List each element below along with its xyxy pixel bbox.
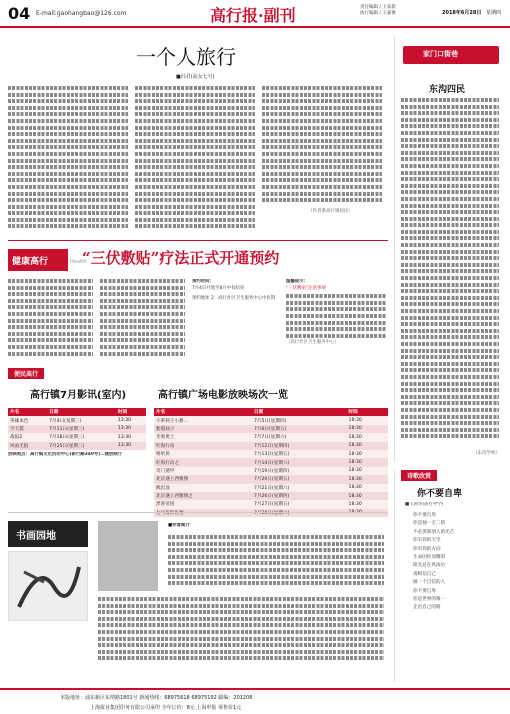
poem-section — [394, 470, 504, 682]
right-column-banner — [403, 46, 499, 64]
poem-line: 你是世界的唯一 — [413, 597, 446, 603]
poem-line: 走出自己的路 — [413, 605, 441, 611]
poem-line: 你是独一无二的 — [413, 521, 446, 527]
footer-line-1: 本版地址：浦东新区东靖路1801号 新闻热线：68975618 68975192 邮编：201208 — [60, 695, 253, 701]
poem-author: ■王国华(高行中学) — [405, 502, 444, 507]
table-row: 北京遇上西雅图之 7月26日(星期四) 18:30 — [154, 492, 388, 500]
health-col-1 — [8, 279, 93, 358]
editor-line-2: 执行编辑 / 王嘉俊 — [360, 11, 396, 16]
poem-line: 你不要自卑 — [413, 513, 436, 518]
right-column-end: （东沟学校） — [473, 451, 500, 456]
article-ending: （作者系高行镇居民） — [308, 209, 353, 214]
calligraphy-text-1 — [168, 535, 384, 588]
health-headline: “三伏敷贴”疗法正式开通预约 — [82, 249, 280, 267]
right-column-banner-text: 家门口街巷 — [423, 50, 458, 58]
editor-info — [360, 5, 396, 17]
poem-line: 做一个自信的人 — [413, 580, 446, 586]
health-col-4 — [286, 279, 386, 347]
issue-weekday: 星期四 — [486, 10, 502, 16]
table-row: 红海行动之 7月14日(星期六) 18:30 — [154, 458, 388, 466]
poem-banner: 诗歌欣赏 — [401, 470, 437, 481]
article-col-1 — [8, 86, 128, 231]
header-rule — [0, 26, 510, 28]
poem-line: 你有你的天空 — [413, 538, 441, 544]
health-tips-title: 温馨提示： — [286, 279, 308, 284]
calligraphy-banner — [8, 521, 88, 547]
table-row: 熊出没 7月21日(星期六) 18:30 — [154, 484, 388, 492]
table-row: 风雨无阻 7月25日(星期三) 13:30 — [8, 442, 146, 450]
table-row: 北京遇上西雅图 7月20日(星期五) 18:30 — [154, 475, 388, 483]
calligraphy-brush-icon — [9, 552, 87, 620]
indoor-col-date: 日期 — [47, 408, 116, 416]
poem-line: 生命因你而精彩 — [413, 555, 446, 561]
outdoor-col-time: 时间 — [347, 408, 388, 416]
poem-line: 阳光总在风雨后 — [413, 563, 446, 569]
movies-indoor-title: 高行镇7月影讯(室内) — [30, 390, 127, 401]
poem-line: 你有你的方向 — [413, 546, 441, 552]
health-col-2 — [100, 279, 185, 358]
table-row: 紫霞仙子 7月6日(星期五) 18:30 — [154, 425, 388, 433]
health-time-label: 预约时间： — [192, 279, 214, 284]
health-sign: （高行社区卫生服务中心） — [286, 340, 339, 346]
health-logo-en: Health — [70, 259, 87, 265]
health-col-3 — [192, 279, 280, 303]
page-header — [0, 0, 510, 30]
movies-banner: 便民高行 — [8, 368, 44, 379]
health-logo — [8, 249, 68, 271]
editor-line-1: 责任编辑 / 王家新 — [360, 5, 396, 10]
footer-line-2: 上海报业集团印务有限公司承印 全年订价：8元 上海申报 零售价1元 — [90, 705, 242, 711]
right-column — [394, 36, 504, 462]
outdoor-col-date: 日期 — [252, 408, 347, 416]
article-title: 一个人旅行 — [136, 45, 236, 69]
table-row: 小萝莉王小甜… 7月5日(星期四) 18:30 — [154, 416, 388, 424]
movies-outdoor-title: 高行镇广场电影放映场次一览 — [158, 390, 288, 401]
calligraphy-banner-text: 书画园地 — [16, 531, 56, 542]
poem-title: 你不要自卑 — [417, 489, 463, 499]
table-row: 奇门遁甲 7月19日(星期四) 18:30 — [154, 467, 388, 475]
health-logo-cn: 健康高行 — [12, 257, 49, 267]
table-row: 嘻哈侠 7月13日(星期五) 18:30 — [154, 450, 388, 458]
health-time: 7月4日开始至8月中旬结束 — [192, 285, 245, 291]
table-row: 黑客帝国 7月27日(星期五) 18:30 — [154, 500, 388, 508]
poem-lines — [413, 512, 503, 613]
health-tips-section: “三伏敷贴”注意事项 — [286, 285, 326, 291]
masthead: 高行报·副刊 — [210, 6, 296, 25]
table-row: 战狼2 7月18日(星期三) 13:30 — [8, 433, 146, 441]
indoor-col-time: 时间 — [116, 408, 146, 416]
indoor-note: 放映地点：高行镇文化活动中心(新行路340号)二楼放映厅 — [8, 451, 123, 457]
calligraphy-text-2 — [98, 597, 384, 663]
artist-photo — [98, 521, 158, 591]
poem-line: 你不要自卑 — [413, 588, 436, 594]
table-row: 七号房的礼物 7月28日(星期六) 18:30 — [154, 509, 388, 517]
health-section — [8, 240, 388, 360]
movies-section — [8, 368, 388, 516]
artist-label: ■作者简介 — [168, 523, 190, 528]
issue-date: 2018年6月28日 — [442, 10, 482, 16]
health-tips-text — [286, 294, 386, 338]
page-number: 04 — [8, 4, 31, 23]
outdoor-col-title: 片名 — [154, 408, 252, 416]
table-row: 空天猎 7月11日(星期三) 13:30 — [8, 425, 146, 433]
table-row: 冬奥勇士 7月7日(星期六) 18:30 — [154, 433, 388, 441]
table-row: 英雄本色 7月4日(星期三) 13:30 — [8, 416, 146, 424]
article-col-2 — [135, 86, 255, 231]
right-column-text — [401, 98, 499, 441]
movies-outdoor-table — [154, 408, 388, 517]
health-address: 预约地址 2：高行社区卫生服务中心中医科 — [192, 296, 276, 302]
calligraphy-section — [8, 512, 388, 682]
page-footer — [0, 688, 510, 714]
poem-line: 不必羡慕别人的光芒 — [413, 529, 455, 535]
article-byline: ■冯君(高女七号) — [176, 74, 215, 80]
movies-indoor-table — [8, 408, 146, 459]
poem-line: 请相信自己 — [413, 571, 436, 577]
header-email: E-mail:gaohangbao@126.com — [36, 10, 127, 17]
right-column-title: 东沟四民 — [429, 85, 466, 95]
calligraphy-artwork — [8, 551, 88, 621]
table-row: 红海行动 7月12日(星期四) 18:30 — [154, 442, 388, 450]
article-one-person-travel — [8, 36, 388, 236]
indoor-col-title: 片名 — [8, 408, 47, 416]
article-col-3 — [262, 86, 382, 205]
